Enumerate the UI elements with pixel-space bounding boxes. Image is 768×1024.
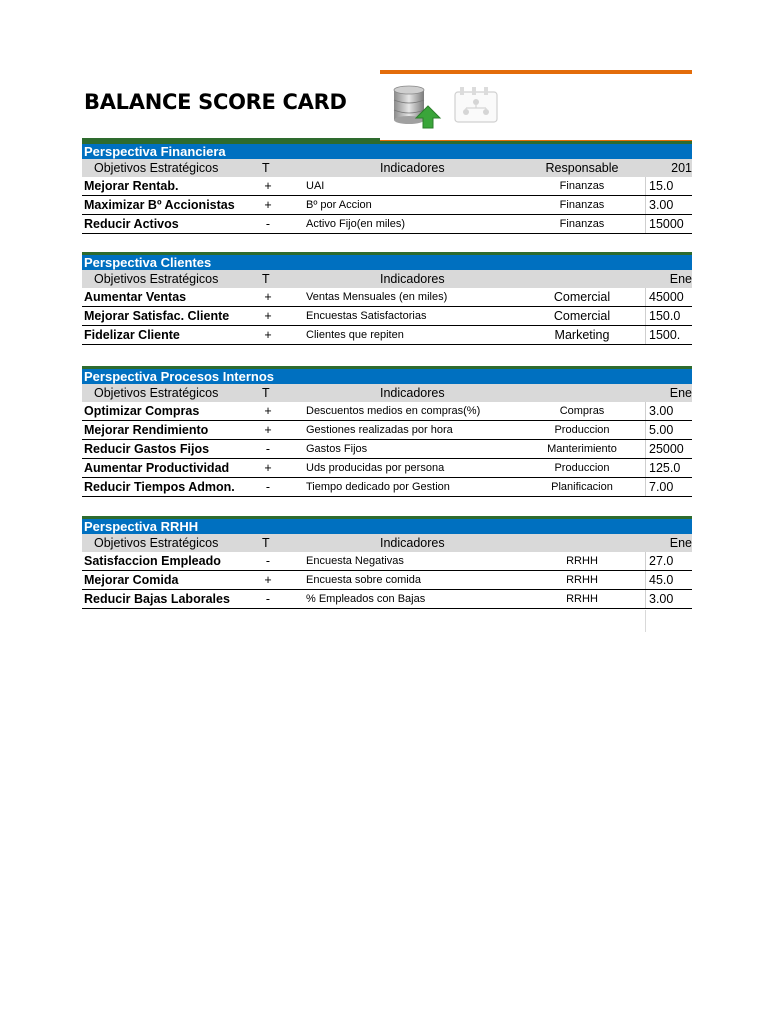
responsable-cell: Produccion (554, 462, 610, 474)
header-t: T (262, 272, 270, 286)
objetivo-cell: Reducir Tiempos Admon. (84, 480, 235, 494)
indicador-cell: Gastos Fijos (306, 443, 368, 455)
section-header (82, 252, 692, 270)
table-row (82, 459, 692, 478)
header-indicadores: Indicadores (380, 536, 445, 550)
responsable-cell: Compras (559, 405, 605, 417)
section-rrhh (82, 516, 692, 609)
table-row (82, 552, 692, 571)
responsable-cell: RRHH (566, 555, 598, 567)
objetivo-cell: Reducir Gastos Fijos (84, 442, 210, 456)
valor-cell: 15.0 (645, 177, 692, 195)
orange-rule-top (380, 70, 692, 74)
section-header (82, 366, 692, 384)
valor-cell: 45000 (645, 288, 692, 306)
valor-cell: 27.0 (645, 552, 692, 570)
indicador-cell: Gestiones realizadas por hora (306, 424, 453, 436)
valor-cell: 7.00 (645, 478, 692, 496)
t-cell: + (264, 290, 272, 304)
indicador-cell: Activo Fijo(en miles) (306, 218, 406, 230)
objetivo-cell: Mejorar Rendimiento (84, 423, 209, 437)
indicador-cell: Descuentos medios en compras(%) (306, 405, 481, 417)
header-valor: Ene (669, 536, 692, 550)
header-responsable: Responsable (545, 161, 619, 175)
indicador-cell: Bº por Accion (306, 199, 372, 211)
valor-cell: 45.0 (645, 571, 692, 589)
header-indicadores: Indicadores (380, 272, 445, 286)
indicador-cell: % Empleados con Bajas (306, 593, 426, 605)
objetivo-cell: Aumentar Ventas (84, 290, 187, 304)
header-objetivos: Objetivos Estratégicos (94, 386, 219, 400)
valor-cell: 1500. (645, 326, 692, 344)
section-financiera (82, 141, 692, 234)
column-header-row (82, 159, 692, 177)
t-cell: - (265, 554, 271, 568)
objetivo-cell: Optimizar Compras (84, 404, 200, 418)
header-t: T (262, 386, 270, 400)
responsable-cell: RRHH (566, 574, 598, 586)
section-title: Perspectiva Procesos Internos (84, 369, 275, 384)
table-row (82, 590, 692, 609)
section-clientes (82, 252, 692, 345)
objetivo-cell: Mejorar Rentab. (84, 179, 179, 193)
t-cell: - (265, 442, 271, 456)
table-row (82, 571, 692, 590)
section-procesos-internos (82, 366, 692, 497)
table-row (82, 215, 692, 234)
table-row (82, 440, 692, 459)
valor-cell: 15000 (645, 215, 692, 233)
objetivo-cell: Satisfaccion Empleado (84, 554, 221, 568)
responsable-cell: Finanzas (559, 199, 605, 211)
indicador-cell: Clientes que repiten (306, 329, 404, 341)
indicador-cell: Tiempo dedicado por Gestion (306, 481, 450, 493)
valor-cell: 3.00 (645, 590, 692, 608)
header-valor: Ene (669, 386, 692, 400)
t-cell: + (264, 423, 272, 437)
t-cell: + (264, 573, 272, 587)
objetivo-cell: Mejorar Comida (84, 573, 179, 587)
valor-cell: 125.0 (645, 459, 692, 477)
header-t: T (262, 161, 270, 175)
t-cell: - (265, 480, 271, 494)
column-header-row (82, 270, 692, 288)
valor-cell: 3.00 (645, 196, 692, 214)
column-header-row (82, 534, 692, 552)
objetivo-cell: Fidelizar Cliente (84, 328, 180, 342)
t-cell: + (264, 309, 272, 323)
valor-cell: 150.0 (645, 307, 692, 325)
header-objetivos: Objetivos Estratégicos (94, 272, 219, 286)
indicador-cell: Encuesta sobre comida (306, 574, 421, 586)
objetivo-cell: Maximizar Bº Accionistas (84, 198, 235, 212)
responsable-cell: Manterimiento (547, 443, 617, 455)
table-row (82, 307, 692, 326)
header-valor: Ene (669, 272, 692, 286)
page-title: BALANCE SCORE CARD (84, 90, 347, 114)
indicador-cell: Uds producidas por persona (306, 462, 445, 474)
table-row (82, 326, 692, 345)
responsable-cell: Finanzas (559, 180, 605, 192)
objetivo-cell: Mejorar Satisfac. Cliente (84, 309, 230, 323)
header-valor: 201 (671, 161, 692, 175)
table-row (82, 177, 692, 196)
header-t: T (262, 536, 270, 550)
responsable-cell: Produccion (554, 424, 610, 436)
indicador-cell: Ventas Mensuales (en miles) (306, 291, 448, 303)
table-row (82, 478, 692, 497)
t-cell: + (264, 328, 272, 342)
header-objetivos: Objetivos Estratégicos (94, 161, 219, 175)
table-row (82, 196, 692, 215)
t-cell: + (264, 461, 272, 475)
responsable-cell: Marketing (554, 328, 610, 342)
responsable-cell: RRHH (566, 593, 598, 605)
t-cell: + (264, 198, 272, 212)
table-row (82, 288, 692, 307)
section-header (82, 516, 692, 534)
t-cell: + (264, 179, 272, 193)
t-cell: + (264, 404, 272, 418)
section-header (82, 141, 692, 159)
valor-cell: 5.00 (645, 421, 692, 439)
indicador-cell: Encuestas Satisfactorias (306, 310, 427, 322)
t-cell: - (265, 592, 271, 606)
database-upload-icon (392, 84, 444, 130)
org-chart-icon (452, 84, 500, 126)
responsable-cell: Finanzas (559, 218, 605, 230)
objetivo-cell: Reducir Activos (84, 217, 179, 231)
indicador-cell: Encuesta Negativas (306, 555, 404, 567)
t-cell: - (265, 217, 271, 231)
responsable-cell: Comercial (553, 309, 611, 323)
indicador-cell: UAI (306, 180, 325, 192)
column-header-row (82, 384, 692, 402)
section-title: Perspectiva Clientes (84, 255, 212, 270)
responsable-cell: Planificacion (551, 481, 613, 493)
objetivo-cell: Aumentar Productividad (84, 461, 230, 475)
responsable-cell: Comercial (553, 290, 611, 304)
header-indicadores: Indicadores (380, 161, 445, 175)
table-row (82, 421, 692, 440)
table-row (82, 402, 692, 421)
section-title: Perspectiva RRHH (84, 519, 199, 534)
objetivo-cell: Reducir Bajas Laborales (84, 592, 230, 606)
header-objetivos: Objetivos Estratégicos (94, 536, 219, 550)
valor-cell: 25000 (645, 440, 692, 458)
valor-cell: 3.00 (645, 402, 692, 420)
header-indicadores: Indicadores (380, 386, 445, 400)
section-title: Perspectiva Financiera (84, 144, 226, 159)
gridline (645, 610, 646, 632)
